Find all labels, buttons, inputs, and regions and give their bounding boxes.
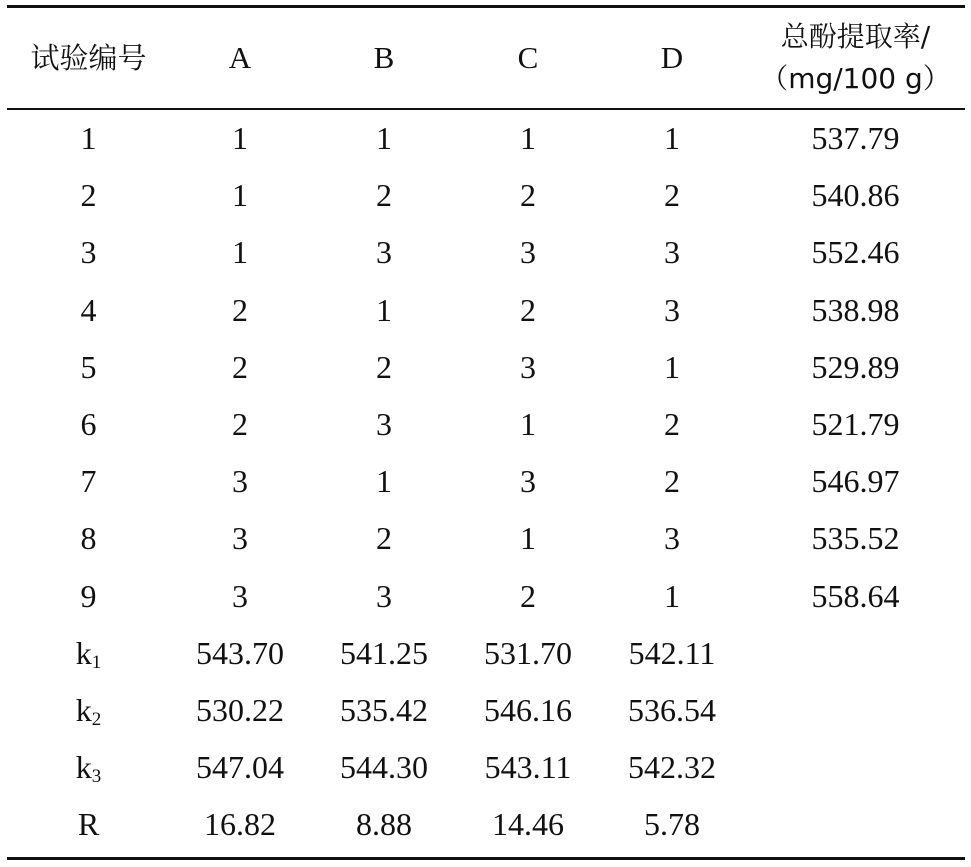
stats-label-r: R xyxy=(77,806,100,843)
cell-d: 3 xyxy=(664,520,680,557)
cell-d: 1 xyxy=(664,120,680,157)
header-extraction-rate-line2: （mg/100 g） xyxy=(760,62,951,95)
header-factor-c: C xyxy=(517,40,539,75)
cell-test-number: 1 xyxy=(80,120,97,157)
table-body xyxy=(7,110,965,853)
cell-test-number: 2 xyxy=(80,177,97,214)
table-row xyxy=(7,167,965,224)
stats-label-k1: $k_1$ xyxy=(75,634,102,673)
cell-b: 2 xyxy=(376,177,392,214)
cell-extraction-rate: 540.86 xyxy=(811,177,900,214)
stats-value-b: 8.88 xyxy=(356,806,412,843)
cell-b: 2 xyxy=(376,348,392,385)
cell-a: 1 xyxy=(232,234,248,271)
cell-c: 3 xyxy=(520,463,536,500)
stats-value-a: 543.70 xyxy=(196,634,284,671)
cell-d: 2 xyxy=(664,406,680,443)
table-row xyxy=(7,396,965,453)
stats-row-k2 xyxy=(7,682,965,739)
header-test-number: 试验编号 xyxy=(30,41,147,75)
table-row xyxy=(7,110,965,167)
header-extraction-rate-line1: 总酚提取率/ xyxy=(780,20,931,53)
cell-c: 2 xyxy=(520,291,536,328)
table-bottom-rule xyxy=(7,857,965,860)
cell-b: 1 xyxy=(376,463,392,500)
cell-c: 1 xyxy=(520,520,536,557)
stats-value-b: 541.25 xyxy=(340,634,428,671)
cell-d: 2 xyxy=(664,463,680,500)
stats-row-k3 xyxy=(7,739,965,796)
cell-c: 2 xyxy=(520,177,536,214)
header-extraction-rate xyxy=(746,8,965,108)
table-row xyxy=(7,453,965,510)
table-row xyxy=(7,339,965,396)
cell-c: 3 xyxy=(520,348,536,385)
cell-a: 2 xyxy=(232,348,248,385)
stats-value-d: 542.32 xyxy=(628,749,716,786)
stats-label-k3: $k_3$ xyxy=(75,749,102,788)
cell-c: 1 xyxy=(520,406,536,443)
stats-value-c: 546.16 xyxy=(484,691,572,728)
cell-extraction-rate: 538.98 xyxy=(811,291,900,328)
stats-row-r xyxy=(7,796,965,853)
cell-d: 3 xyxy=(664,234,680,271)
cell-c: 3 xyxy=(520,234,536,271)
cell-test-number: 8 xyxy=(80,520,97,557)
cell-test-number: 5 xyxy=(80,348,97,385)
cell-d: 3 xyxy=(664,291,680,328)
cell-test-number: 3 xyxy=(80,234,97,271)
cell-extraction-rate: 558.64 xyxy=(811,577,900,614)
header-factor-d: D xyxy=(660,40,684,75)
cell-a: 2 xyxy=(232,406,248,443)
cell-a: 1 xyxy=(232,120,248,157)
cell-extraction-rate: 529.89 xyxy=(811,348,900,385)
orthogonal-test-table xyxy=(7,5,965,860)
cell-extraction-rate: 546.97 xyxy=(811,463,900,500)
stats-value-a: 16.82 xyxy=(204,806,276,843)
stats-value-a: 547.04 xyxy=(196,749,284,786)
cell-test-number: 6 xyxy=(80,406,97,443)
stats-row-k1 xyxy=(7,625,965,682)
cell-a: 3 xyxy=(232,577,248,614)
cell-extraction-rate: 552.46 xyxy=(811,234,900,271)
stats-empty-cell xyxy=(746,796,965,853)
stats-value-b: 535.42 xyxy=(340,691,428,728)
cell-test-number: 7 xyxy=(80,463,97,500)
cell-b: 3 xyxy=(376,234,392,271)
header-factor-b: B xyxy=(373,40,395,75)
table-row xyxy=(7,224,965,281)
stats-value-d: 5.78 xyxy=(644,806,700,843)
cell-b: 1 xyxy=(376,120,392,157)
stats-label-k2: $k_2$ xyxy=(75,691,102,730)
cell-a: 2 xyxy=(232,291,248,328)
stats-value-b: 544.30 xyxy=(340,749,428,786)
cell-test-number: 4 xyxy=(80,291,97,328)
header-factor-a: A xyxy=(228,40,252,75)
cell-a: 3 xyxy=(232,520,248,557)
cell-d: 2 xyxy=(664,177,680,214)
stats-value-c: 531.70 xyxy=(484,634,572,671)
cell-extraction-rate: 535.52 xyxy=(811,520,900,557)
stats-empty-cell xyxy=(746,682,965,739)
cell-b: 3 xyxy=(376,406,392,443)
header-row xyxy=(7,8,965,108)
cell-c: 2 xyxy=(520,577,536,614)
cell-extraction-rate: 537.79 xyxy=(811,120,900,157)
cell-b: 1 xyxy=(376,291,392,328)
cell-a: 3 xyxy=(232,463,248,500)
cell-extraction-rate: 521.79 xyxy=(811,406,900,443)
cell-d: 1 xyxy=(664,348,680,385)
cell-d: 1 xyxy=(664,577,680,614)
stats-value-a: 530.22 xyxy=(196,691,284,728)
cell-b: 3 xyxy=(376,577,392,614)
stats-empty-cell xyxy=(746,625,965,682)
stats-value-d: 536.54 xyxy=(628,691,716,728)
stats-empty-cell xyxy=(746,739,965,796)
stats-value-d: 542.11 xyxy=(628,634,716,671)
table-row xyxy=(7,568,965,625)
stats-value-c: 543.11 xyxy=(484,749,572,786)
cell-test-number: 9 xyxy=(80,577,97,614)
cell-b: 2 xyxy=(376,520,392,557)
table-row xyxy=(7,282,965,339)
cell-a: 1 xyxy=(232,177,248,214)
cell-c: 1 xyxy=(520,120,536,157)
stats-value-c: 14.46 xyxy=(492,806,564,843)
table-row xyxy=(7,510,965,567)
